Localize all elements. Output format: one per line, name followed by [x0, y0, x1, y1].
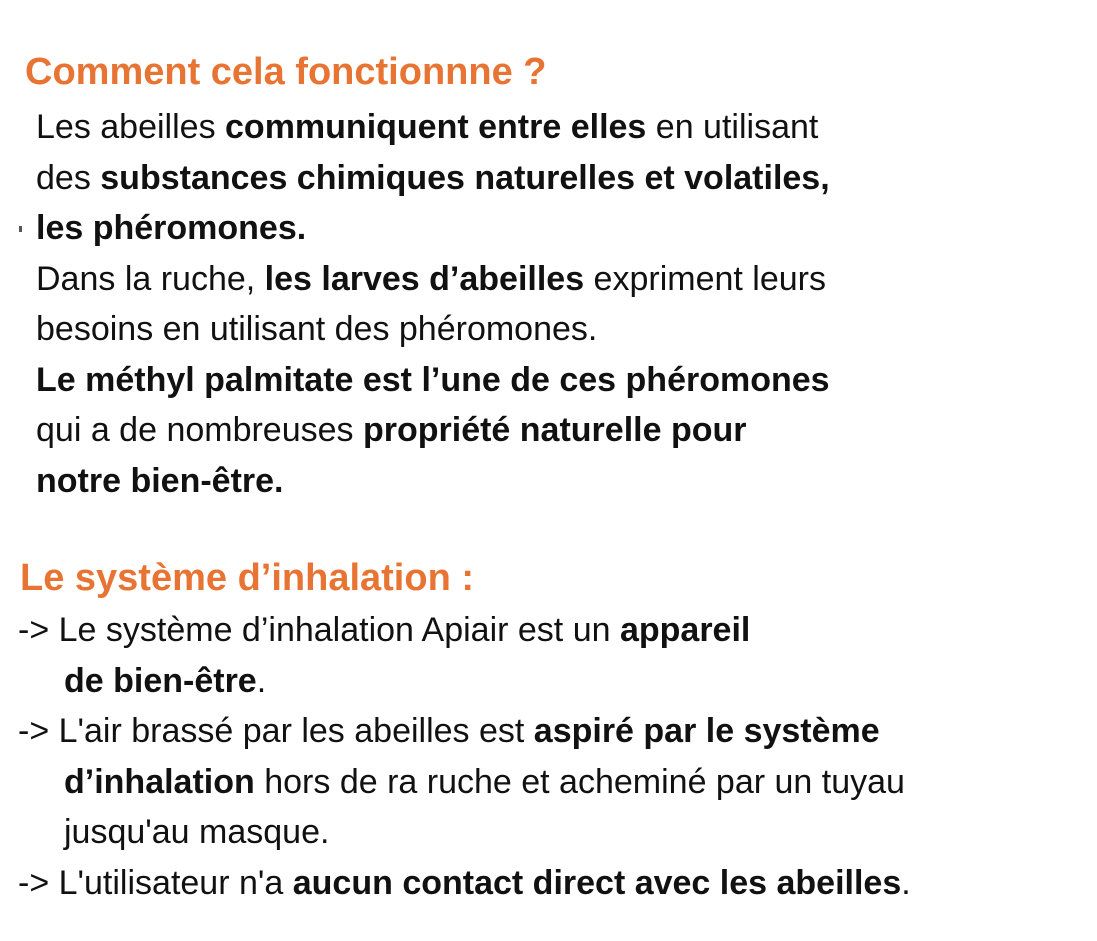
- text: -> L'utilisateur n'a: [18, 863, 293, 902]
- margin-mark: [19, 226, 22, 232]
- bullet-line: [18, 706, 911, 757]
- intro-line: [36, 102, 830, 153]
- bold-text: communiquent entre elles: [225, 108, 647, 146]
- section-title-inhalation-system: Le système d’inhalation :: [20, 556, 474, 599]
- bold-text: aspiré par le système: [533, 712, 880, 750]
- bold-text: les phéromones.: [36, 209, 307, 247]
- text: .: [256, 661, 267, 700]
- text: jusqu'au masque.: [64, 813, 330, 851]
- intro-line: [36, 254, 830, 305]
- text: Dans la ruche,: [36, 259, 265, 298]
- intro-line: [36, 304, 830, 355]
- bold-text: aucun contact direct avec les abeilles: [292, 863, 902, 902]
- text: -> L'air brassé par les abeilles est: [18, 712, 534, 750]
- bold-text: les larves d’abeilles: [264, 259, 585, 298]
- text: expriment leurs: [584, 259, 826, 298]
- bullet-line: [18, 757, 911, 808]
- bullet-list: [18, 605, 911, 908]
- text: -> Le système d’inhalation Apiair est un: [18, 611, 620, 649]
- bold-text: substances chimiques naturelles et volatiles,: [100, 158, 830, 197]
- text: Les abeilles: [36, 108, 226, 146]
- intro-paragraph: [36, 102, 830, 506]
- bold-text: de bien-être: [64, 661, 257, 700]
- bold-text: Le méthyl palmitate est l’une de ces phéromones: [36, 360, 830, 399]
- text: en utilisant: [646, 108, 819, 146]
- intro-line: [36, 355, 830, 406]
- bullet-line: [18, 807, 911, 858]
- intro-line: [36, 405, 830, 456]
- bullet-line: [18, 656, 911, 707]
- text: des: [36, 158, 101, 197]
- bold-text: propriété naturelle pour: [362, 411, 747, 449]
- bullet-line: [18, 605, 911, 656]
- bold-text: d’inhalation: [64, 762, 255, 801]
- bold-text: notre bien-être.: [36, 461, 284, 500]
- text: hors de ra ruche et acheminé par un tuyau: [254, 762, 905, 801]
- text: .: [901, 863, 911, 902]
- text: qui a de nombreuses: [36, 411, 363, 449]
- bullet-line: [18, 858, 911, 909]
- section-title-how-it-works: Comment cela fonctionnne ?: [25, 51, 547, 94]
- intro-line: [36, 203, 830, 254]
- text: besoins en utilisant des phéromones.: [36, 310, 598, 348]
- bold-text: appareil: [619, 611, 751, 649]
- intro-line: [36, 153, 830, 204]
- intro-line: [36, 456, 830, 507]
